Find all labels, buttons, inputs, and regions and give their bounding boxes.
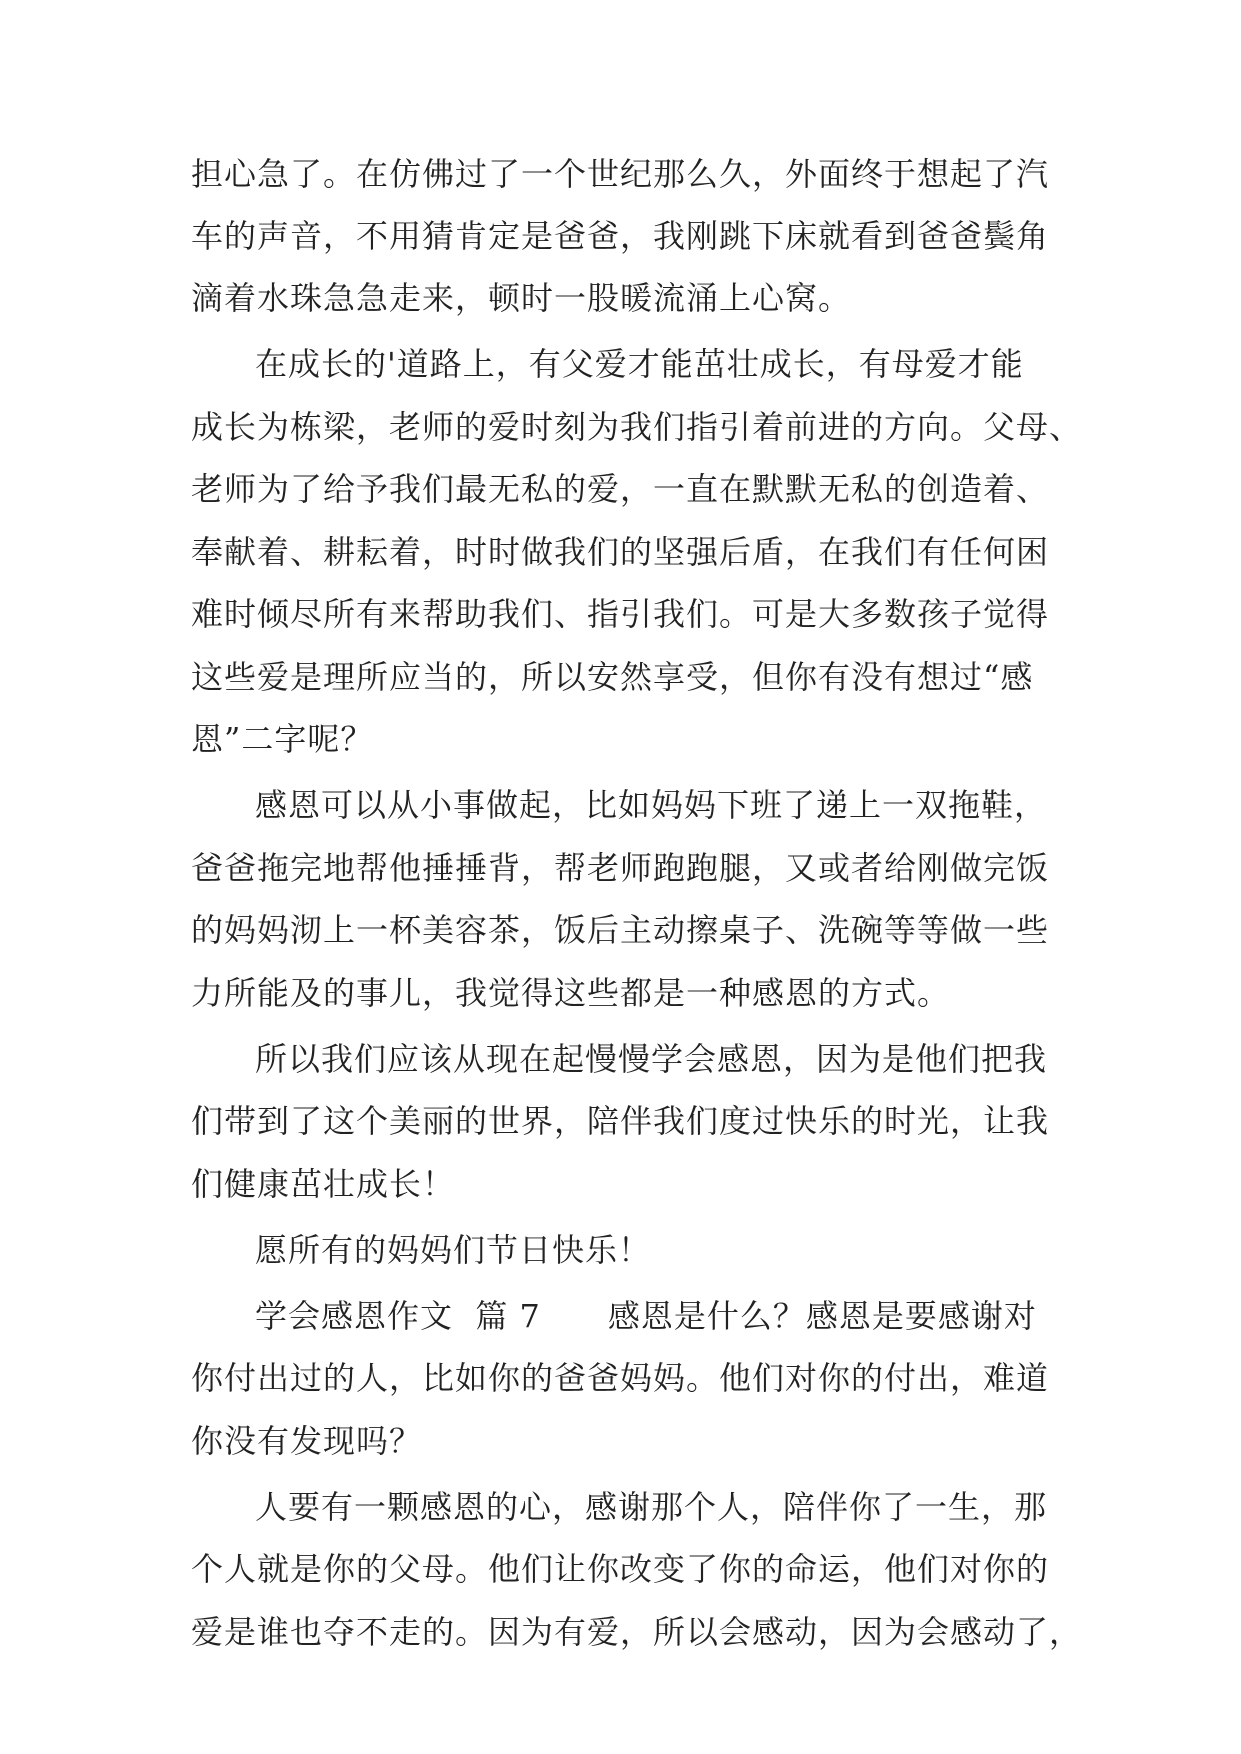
- text-line: 你付出过的人，比如你的爸爸妈妈。他们对你的付出，难道: [191, 1359, 1050, 1397]
- text-line: 老师为了给予我们最无私的爱，一直在默默无私的创造着、: [191, 470, 1050, 508]
- text-line: 爸爸拖完地帮他捶捶背，帮老师跑跑腿，又或者给刚做完饭: [191, 849, 1050, 887]
- text-line: 滴着水珠急急走来，顿时一股暖流涌上心窝。: [191, 279, 852, 317]
- paragraph-first-line: 所以我们应该从现在起慢慢学会感恩，因为是他们把我: [255, 1040, 1048, 1078]
- text-line: 们健康茁壮成长！: [191, 1165, 456, 1203]
- text-line: 们带到了这个美丽的世界，陪伴我们度过快乐的时光，让我: [191, 1102, 1050, 1140]
- text-line: 爱是谁也夺不走的。因为有爱，所以会感动，因为会感动了，: [191, 1613, 1083, 1651]
- paragraph-first-line: 人要有一颗感恩的心，感谢那个人，陪伴你了一生，那: [255, 1488, 1048, 1526]
- text-line: 的妈妈沏上一杯美容茶，饭后主动擦桌子、洗碗等等做一些: [191, 911, 1050, 949]
- text-line: 难时倾尽所有来帮助我们、指引我们。可是大多数孩子觉得: [191, 595, 1050, 633]
- text-line: 力所能及的事儿，我觉得这些都是一种感恩的方式。: [191, 974, 951, 1012]
- text-line: 这些爱是理所应当的，所以安然享受，但你有没有想过“感: [191, 658, 1034, 696]
- text-line: 担心急了。在仿佛过了一个世纪那么久，外面终于想起了汽: [191, 155, 1050, 193]
- paragraph-first-line: 在成长的'道路上，有父爱才能茁壮成长，有母爱才能: [255, 345, 1024, 383]
- paragraph-first-line: 感恩可以从小事做起，比如妈妈下班了递上一双拖鞋，: [255, 786, 1048, 824]
- text-line: 你没有发现吗？: [191, 1422, 423, 1460]
- text-line: 个人就是你的父母。他们让你改变了你的命运，他们对你的: [191, 1550, 1050, 1588]
- text-line: 成长为栋梁，老师的爱时刻为我们指引着前进的方向。父母、: [191, 408, 1083, 446]
- text-line: 车的声音，不用猜肯定是爸爸，我刚跳下床就看到爸爸鬓角: [191, 217, 1050, 255]
- paragraph-first-line: 愿所有的妈妈们节日快乐！: [255, 1231, 652, 1269]
- section-heading-line: 学会感恩作文 篇 7 感恩是什么？感恩是要感谢对: [255, 1297, 1037, 1335]
- text-line: 恩”二字呢？: [191, 720, 374, 758]
- text-line: 奉献着、耕耘着，时时做我们的坚强后盾，在我们有任何困: [191, 533, 1050, 571]
